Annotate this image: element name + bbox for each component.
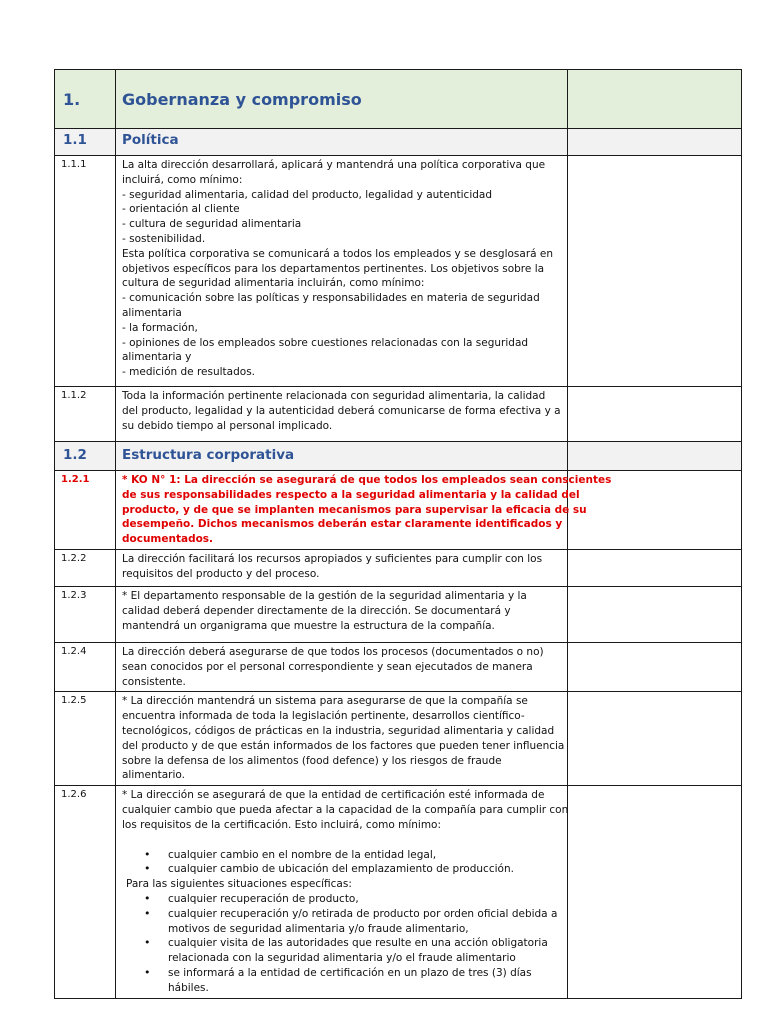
text-line: - sostenibilidad. xyxy=(122,232,206,245)
text-line: - la formación, xyxy=(122,321,198,334)
text-line: - cultura de seguridad alimentaria xyxy=(122,218,302,231)
list-item: • cualquier visita de las autoridades que resulte en una acción obligatoria relacionada con la seguridad alimentaria y/o el fraude alimentario xyxy=(122,936,563,966)
bullet-list xyxy=(122,892,563,996)
requirement-text xyxy=(116,586,568,642)
text-line: objetivos específicos para los departamentos pertinentes. Los objetivos sobre la xyxy=(122,262,545,275)
text-line: calidad deberá depender directamente de la dirección. Se documentará y xyxy=(122,604,511,617)
requirement-text xyxy=(116,156,568,387)
subsection-row xyxy=(55,129,742,156)
requirement-number: 1.2.2 xyxy=(55,549,116,586)
requirement-number: 1.2.4 xyxy=(55,642,116,691)
text-line: alimentaria xyxy=(122,306,182,319)
text-line: del producto, legalidad y la autenticidad deberá comunicarse de forma efectiva y a xyxy=(122,404,561,417)
text-line: La dirección facilitará los recursos apropiados y suficientes para cumplir con los xyxy=(122,552,543,565)
text-line: de sus responsabilidades respecto a la seguridad alimentaria y la calidad del xyxy=(122,488,580,501)
requirement-number: 1.1.1 xyxy=(55,156,116,387)
text-line: documentados. xyxy=(122,533,214,546)
requirement-text xyxy=(116,387,568,442)
requirement-number: 1.2.5 xyxy=(55,692,116,786)
list-item: • cualquier cambio de ubicación del emplazamiento de producción. xyxy=(122,862,563,877)
text-line: tecnológicos, códigos de prácticas en la industria, seguridad alimentaria y calidad xyxy=(122,724,555,737)
section-header-row xyxy=(55,70,742,129)
text-line: Para las siguientes situaciones específicas: xyxy=(126,878,352,891)
text-line: su debido tiempo al personal implicado. xyxy=(122,419,333,432)
text-line: Toda la información pertinente relacionada con seguridad alimentaria, la calidad xyxy=(122,390,546,402)
requirement-row xyxy=(55,549,742,586)
subsection-row xyxy=(55,442,742,471)
bullet-list xyxy=(122,848,563,878)
requirement-row xyxy=(55,692,742,786)
text-line: - comunicación sobre las políticas y responsabilidades en materia de seguridad xyxy=(122,292,540,305)
text-line: - orientación al cliente xyxy=(122,203,240,216)
text-line: sean conocidos por el personal correspondiente y sean ejecutados de manera xyxy=(122,660,533,673)
text-line: desempeño. Dichos mecanismos deberán estar claramente identificados y xyxy=(122,518,563,531)
text-line: - medición de resultados. xyxy=(122,366,256,379)
requirement-row xyxy=(55,387,742,442)
list-item: • se informará a la entidad de certificación en un plazo de tres (3) días hábiles. xyxy=(122,966,563,996)
empty-cell xyxy=(568,642,742,691)
text-line: - opiniones de los empleados sobre cuestiones relacionadas con la seguridad xyxy=(122,336,529,349)
requirement-number: 1.2.1 xyxy=(55,471,116,550)
requirement-row xyxy=(55,786,742,998)
requirement-row-ko xyxy=(55,471,742,550)
text-line: * KO N° 1: La dirección se asegurará de que todos los empleados sean conscientes xyxy=(122,474,612,486)
empty-cell xyxy=(568,442,742,471)
subsection-number: 1.2 xyxy=(55,442,116,471)
requirement-number: 1.2.6 xyxy=(55,786,116,998)
text-line: cualquier cambio que pueda afectar a la capacidad de la compañía para cumplir con xyxy=(122,803,569,816)
requirement-text xyxy=(116,786,568,998)
text-line: mantendrá un organigrama que muestre la estructura de la compañía. xyxy=(122,619,495,632)
empty-cell xyxy=(568,549,742,586)
text-line: La alta dirección desarrollará, aplicará y mantendrá una política corporativa que xyxy=(122,159,546,171)
empty-cell xyxy=(568,786,742,998)
requirement-text xyxy=(116,642,568,691)
requirement-text xyxy=(116,692,568,786)
text-line: del producto y de que están informados de los factores que pueden tener influencia xyxy=(122,739,565,752)
text-line: encuentra informada de toda la legislación pertinente, desarrollos científico- xyxy=(122,710,525,723)
text-line: - seguridad alimentaria, calidad del producto, legalidad y autenticidad xyxy=(122,188,493,201)
requirement-text xyxy=(116,471,612,550)
text-line: requisitos del producto y del proceso. xyxy=(122,567,320,580)
subsection-title: Estructura corporativa xyxy=(116,442,568,471)
empty-cell xyxy=(568,156,742,387)
requirement-text xyxy=(116,549,568,586)
requirement-row xyxy=(55,586,742,642)
text-line: * La dirección se asegurará de que la entidad de certificación esté informada de xyxy=(122,789,545,802)
text-line: incluirá, como mínimo: xyxy=(122,173,243,186)
text-line: * El departamento responsable de la gestión de la seguridad alimentaria y la xyxy=(122,589,527,602)
list-item: • cualquier cambio en el nombre de la entidad legal, xyxy=(122,848,563,863)
requirement-row xyxy=(55,642,742,691)
requirement-number: 1.2.3 xyxy=(55,586,116,642)
section-number: 1. xyxy=(55,70,116,129)
text-line: cultura de seguridad alimentaria incluirán, como mínimo: xyxy=(122,277,425,290)
empty-cell xyxy=(568,586,742,642)
list-item: • cualquier recuperación de producto, xyxy=(122,892,563,907)
text-line: consistente. xyxy=(122,675,186,688)
list-item: • cualquier recuperación y/o retirada de producto por orden oficial debida a motivos de seguridad alimentaria y/o fraude alimentario, xyxy=(122,907,563,937)
text-line: alimentaria y xyxy=(122,351,192,364)
text-line: producto, y de que se implanten mecanismos para supervisar la eficacia de su xyxy=(122,503,587,516)
empty-cell xyxy=(568,387,742,442)
spacer xyxy=(122,833,563,848)
text-line: La dirección deberá asegurarse de que todos los procesos (documentados o no) xyxy=(122,645,544,658)
empty-cell xyxy=(568,70,742,129)
requirement-row xyxy=(55,156,742,387)
requirements-table xyxy=(54,69,742,999)
requirement-number: 1.1.2 xyxy=(55,387,116,442)
empty-cell xyxy=(568,129,742,156)
subsection-title: Política xyxy=(116,129,568,156)
text-line: alimentario. xyxy=(122,769,185,782)
subsection-number: 1.1 xyxy=(55,129,116,156)
text-line: sobre la defensa de los alimentos (food defence) y los riesgos de fraude xyxy=(122,754,502,767)
empty-cell xyxy=(568,692,742,786)
section-title: Gobernanza y compromiso xyxy=(116,70,568,129)
text-line: los requisitos de la certificación. Esto incluirá, como mínimo: xyxy=(122,818,442,831)
text-line: Esta política corporativa se comunicará a todos los empleados y se desglosará en xyxy=(122,247,554,260)
text-line: * La dirección mantendrá un sistema para asegurarse de que la compañía se xyxy=(122,695,528,708)
